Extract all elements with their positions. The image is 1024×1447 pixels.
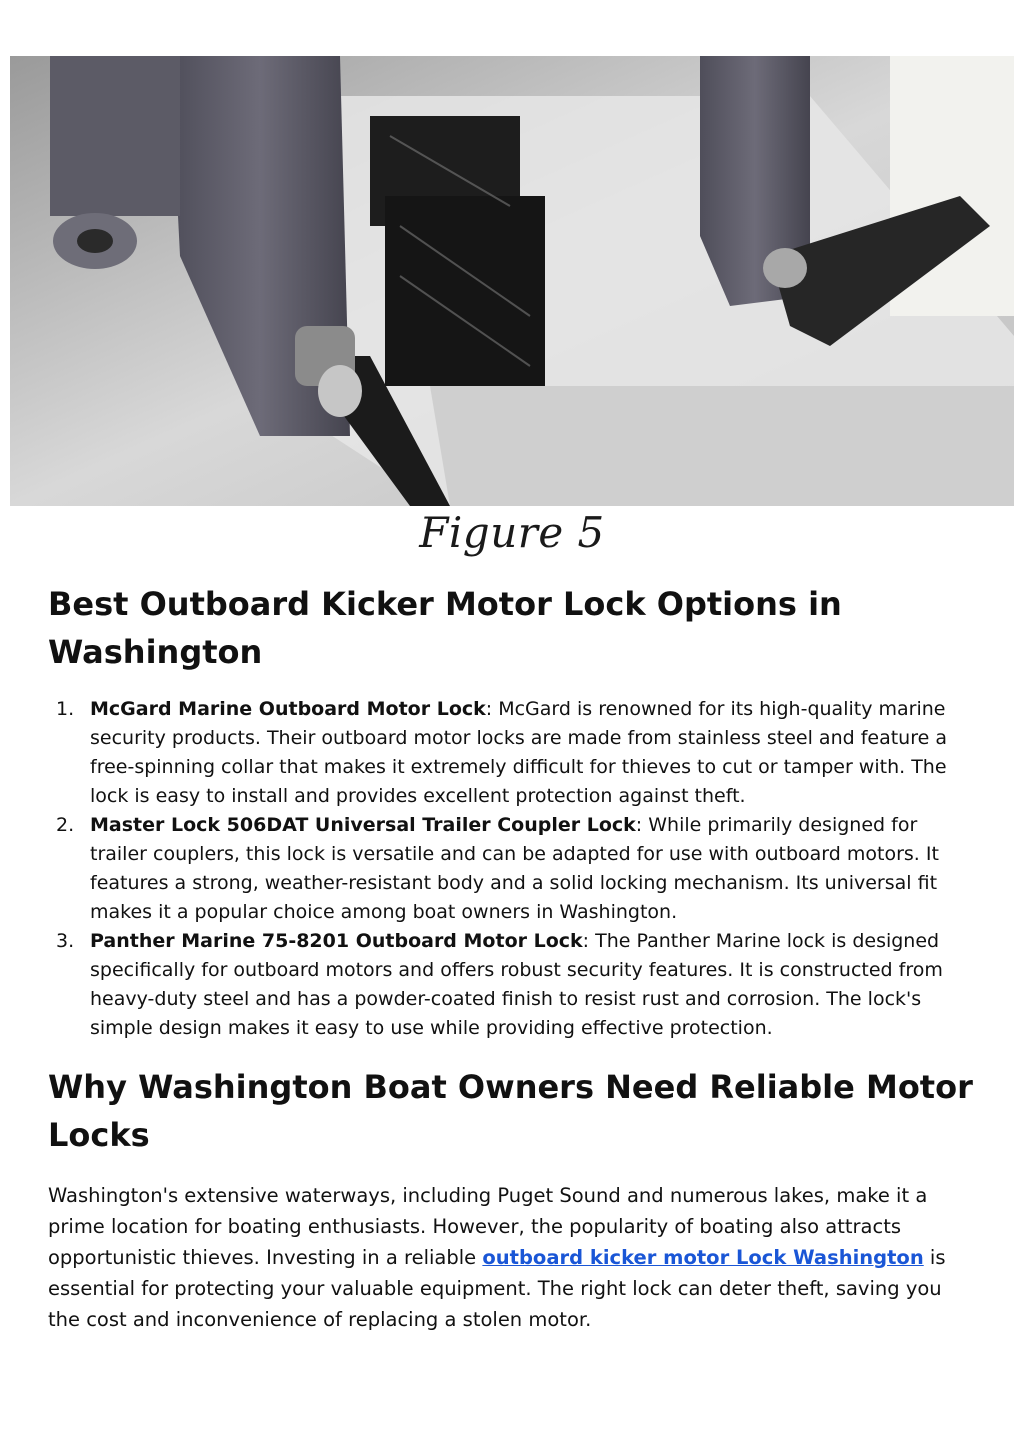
kicker-motor-lock-link[interactable]: outboard kicker motor Lock Washington: [482, 1246, 924, 1269]
paragraph-text: is essential for protecting your valuable equipment. The right lock can deter theft, saving you the cost and inconvenience of replacing a stolen motor.: [48, 1246, 946, 1331]
product-description: : While primarily designed for trailer couplers, this lock is versatile and can be adapted for use with outboard motors. It features a strong, weather-resistant body and a solid locking mechanism. Its universal fit makes it a popular choice among boat owners in Washington.: [90, 814, 939, 923]
list-number: 1.: [56, 698, 75, 720]
list-number: 3.: [56, 930, 75, 952]
body-paragraph: [48, 1180, 978, 1335]
list-item: [48, 811, 978, 927]
motor-lock-photo: [10, 56, 1014, 506]
lock-options-list: [48, 695, 978, 1043]
section-heading-why-locks: Why Washington Boat Owners Need Reliable Motor Locks: [48, 1068, 973, 1154]
product-name: McGard Marine Outboard Motor Lock: [90, 698, 486, 720]
paragraph-text: Washington's extensive waterways, including Puget Sound and numerous lakes, make it a prime location for boating enthusiasts. However, the popularity of boating also attracts opportunistic thieves. Investing in a reliable: [48, 1184, 928, 1269]
product-description: : The Panther Marine lock is designed specifically for outboard motors and offers robust security features. It is constructed from heavy-duty steel and has a powder-coated finish to resist rust and corrosion. The lock's simple design makes it easy to use while providing effective protection.: [90, 930, 943, 1039]
list-item: [48, 927, 978, 1043]
product-name: Master Lock 506DAT Universal Trailer Coupler Lock: [90, 814, 636, 836]
figure-caption: Figure 5: [419, 508, 605, 557]
list-number: 2.: [56, 814, 75, 836]
product-description: : McGard is renowned for its high-quality marine security products. Their outboard motor locks are made from stainless steel and feature a free-spinning collar that makes it extremely difficult for thieves to cut or tamper with. The lock is easy to install and provides excellent protection against theft.: [90, 698, 947, 807]
list-item: [48, 695, 978, 811]
figure: [10, 56, 1014, 566]
section-heading-best-locks: Best Outboard Kicker Motor Lock Options in Washington: [48, 585, 842, 671]
product-name: Panther Marine 75-8201 Outboard Motor Lock: [90, 930, 583, 952]
